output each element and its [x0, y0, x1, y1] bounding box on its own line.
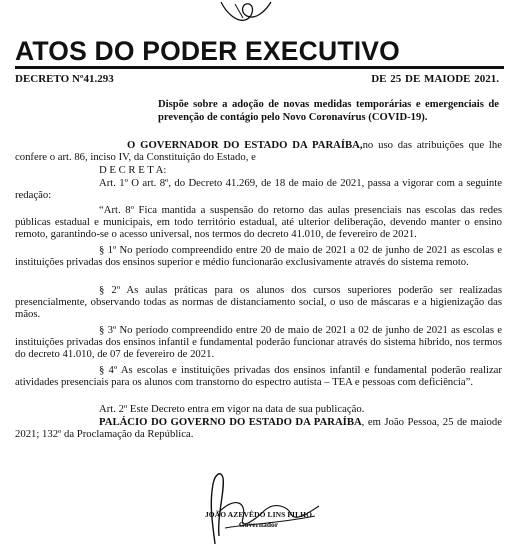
decree-date: DE 25 DE MAIODE 2021. [371, 73, 499, 85]
governor-text: no uso das atribuições que lhe confere o art. 86, inciso IV, da Constituição do Estado, e [15, 139, 502, 164]
closing-paragraph [15, 416, 502, 440]
signer-name: JOÃO AZEVÊDO LINS FILHO [204, 510, 313, 519]
paragraph-4: § 4º As escolas e instituições privadas dos ensinos infantil e fundamental poderão realizar atividades presenciais para os alunos com transtorno do espectro autista – TEA e pessoas com deficiência”. [15, 364, 502, 389]
article-8-text: “Art. 8º Fica mantida a suspensão do retorno das aulas presenciais nas escolas das redes públicas estadual e municipais, em todo território estadual, até ulterior deliberação, devendo manter o ensino remoto, garantindo-se o acesso universal, nos termos do decreto 41.010, de fevereiro de 2021. [15, 204, 502, 241]
paragraph-3: § 3º No período compreendido entre 20 de maio de 2021 a 02 de junho de 2021 as escolas e instituições privadas dos ensinos infantil e fundamental poderão funcionar através do sistema híbrido, nos termos do decreto 41.010, de 07 de fevereiro de 2021. [15, 324, 502, 361]
governor-heading: O GOVERNADOR DO ESTADO DA PARAÍBA, [127, 139, 363, 151]
decreta-line: D E C R E T A: [99, 164, 167, 176]
preamble-paragraph [15, 139, 502, 163]
section-header: ATOS DO PODER EXECUTIVO [15, 36, 400, 66]
handwritten-signature [195, 466, 335, 550]
header-divider [15, 66, 504, 69]
paragraph-1: § 1º No período compreendido entre 20 de maio de 2021 a 02 de junho de 2021 as escolas e instituições privadas dos ensinos superior e médio funcionarão exclusivamente através do sistema remoto. [15, 244, 502, 269]
article-2: Art. 2º Este Decreto entra em vigor na data de sua publicação. [99, 403, 365, 415]
article-1: Art. 1º O art. 8º, do Decreto 41.269, de 18 de maio de 2021, passa a vigorar com a seguinte redação: [15, 177, 502, 202]
signer-title: Governador [238, 520, 279, 529]
paragraph-2: § 2º As aulas práticas para os alunos dos cursos superiores poderão ser realizadas presencialmente, observando todas as normas de distanciamento social, o uso de máscaras e a higienização das mãos. [15, 284, 502, 321]
palace-text: , em João Pessoa, 25 de maiode 2021; 132º da Proclamação da República. [15, 416, 502, 441]
decree-summary: Dispõe sobre a adoção de novas medidas temporárias e emergenciais de prevenção de contágio pelo Novo Coronavírus (COVID-19). [158, 99, 499, 123]
palace-heading: PALÁCIO DO GOVERNO DO ESTADO DA PARAÍBA [99, 416, 362, 428]
signature-flourish-top [215, 0, 275, 26]
decree-number: DECRETO Nº41.293 [15, 73, 114, 85]
